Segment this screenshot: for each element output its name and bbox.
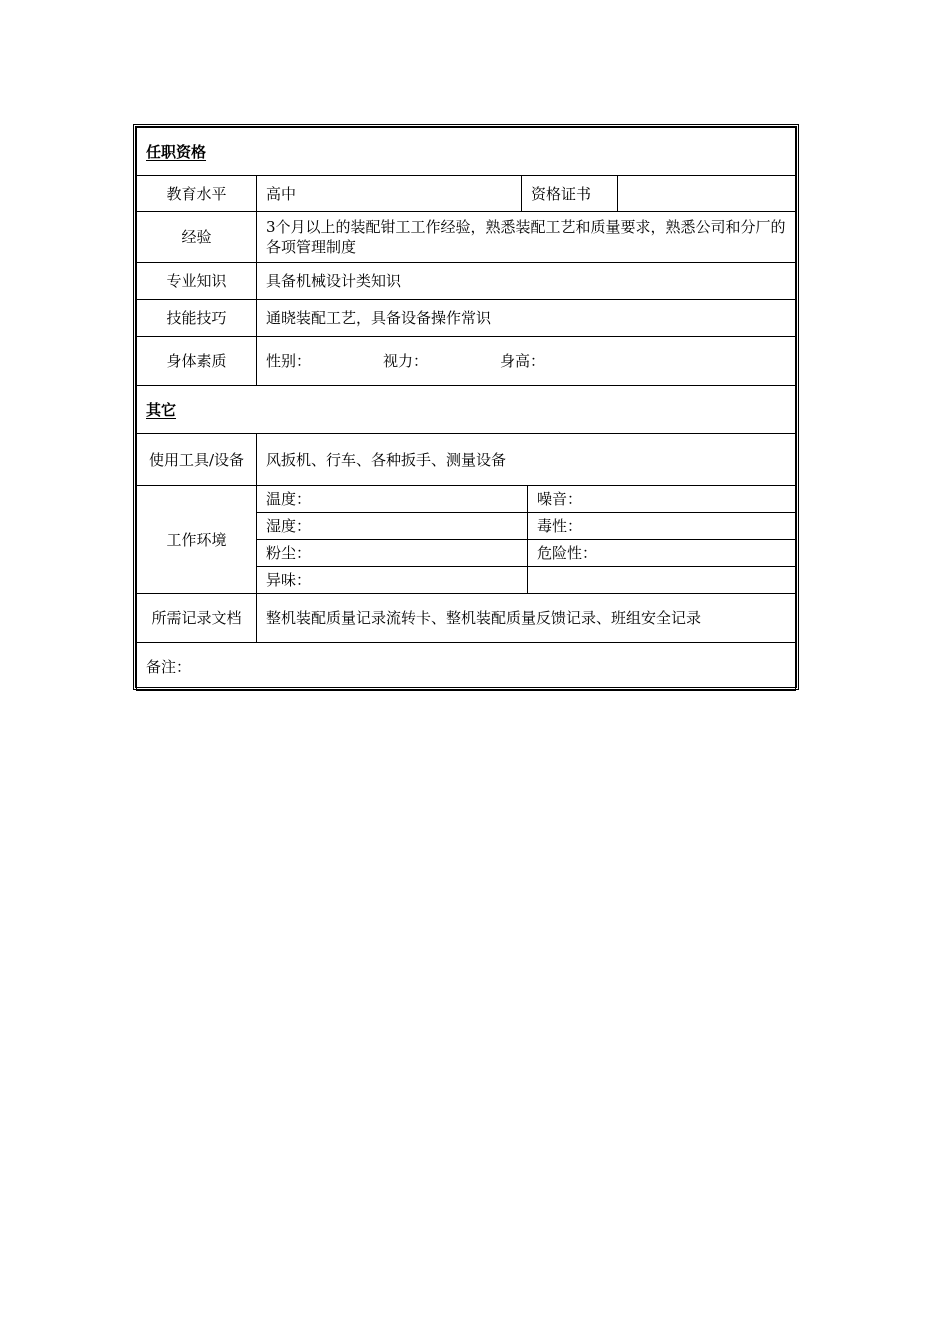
row-skills [137,300,796,337]
env-empty-cell [528,567,796,594]
skills-value: 通晓装配工艺，具备设备操作常识 [257,300,796,337]
experience-label: 经验 [137,212,257,263]
temperature-field: 温度： [257,486,528,513]
gender-field: 性别： [266,352,312,370]
danger-field: 危险性： [528,540,796,567]
row-remarks [137,643,796,691]
certificate-value [618,176,796,212]
certificate-label: 资格证书 [522,176,618,212]
row-experience [137,212,796,263]
toxicity-field: 毒性： [528,513,796,540]
odor-field: 异味： [257,567,528,594]
qualification-form [133,124,799,690]
skills-label: 技能技巧 [137,300,257,337]
section-title-qualification: 任职资格 [137,128,796,176]
education-label: 教育水平 [137,176,257,212]
knowledge-value: 具备机械设计类知识 [257,263,796,300]
dust-field: 粉尘： [257,540,528,567]
tools-label: 使用工具/设备 [137,434,257,486]
vision-field: 视力： [383,352,429,370]
education-value: 高中 [257,176,522,212]
noise-field: 噪音： [528,486,796,513]
records-label: 所需记录文档 [137,594,257,643]
environment-label: 工作环境 [137,486,257,594]
physical-value [257,337,796,386]
physical-label: 身体素质 [137,337,257,386]
section-title-other: 其它 [137,386,796,434]
section-row-qualification [137,128,796,176]
row-env-1 [137,486,796,513]
experience-value: 3个月以上的装配钳工工作经验，熟悉装配工艺和质量要求，熟悉公司和分厂的各项管理制度 [257,212,796,263]
row-physical [137,337,796,386]
row-education [137,176,796,212]
height-field: 身高： [500,352,546,370]
tools-value: 风扳机、行车、各种扳手、测量设备 [257,434,796,486]
section-row-other [137,386,796,434]
row-knowledge [137,263,796,300]
qualification-table [136,127,796,691]
knowledge-label: 专业知识 [137,263,257,300]
row-tools [137,434,796,486]
remarks-field: 备注： [137,643,796,691]
records-value: 整机装配质量记录流转卡、整机装配质量反馈记录、班组安全记录 [257,594,796,643]
humidity-field: 湿度： [257,513,528,540]
row-records [137,594,796,643]
